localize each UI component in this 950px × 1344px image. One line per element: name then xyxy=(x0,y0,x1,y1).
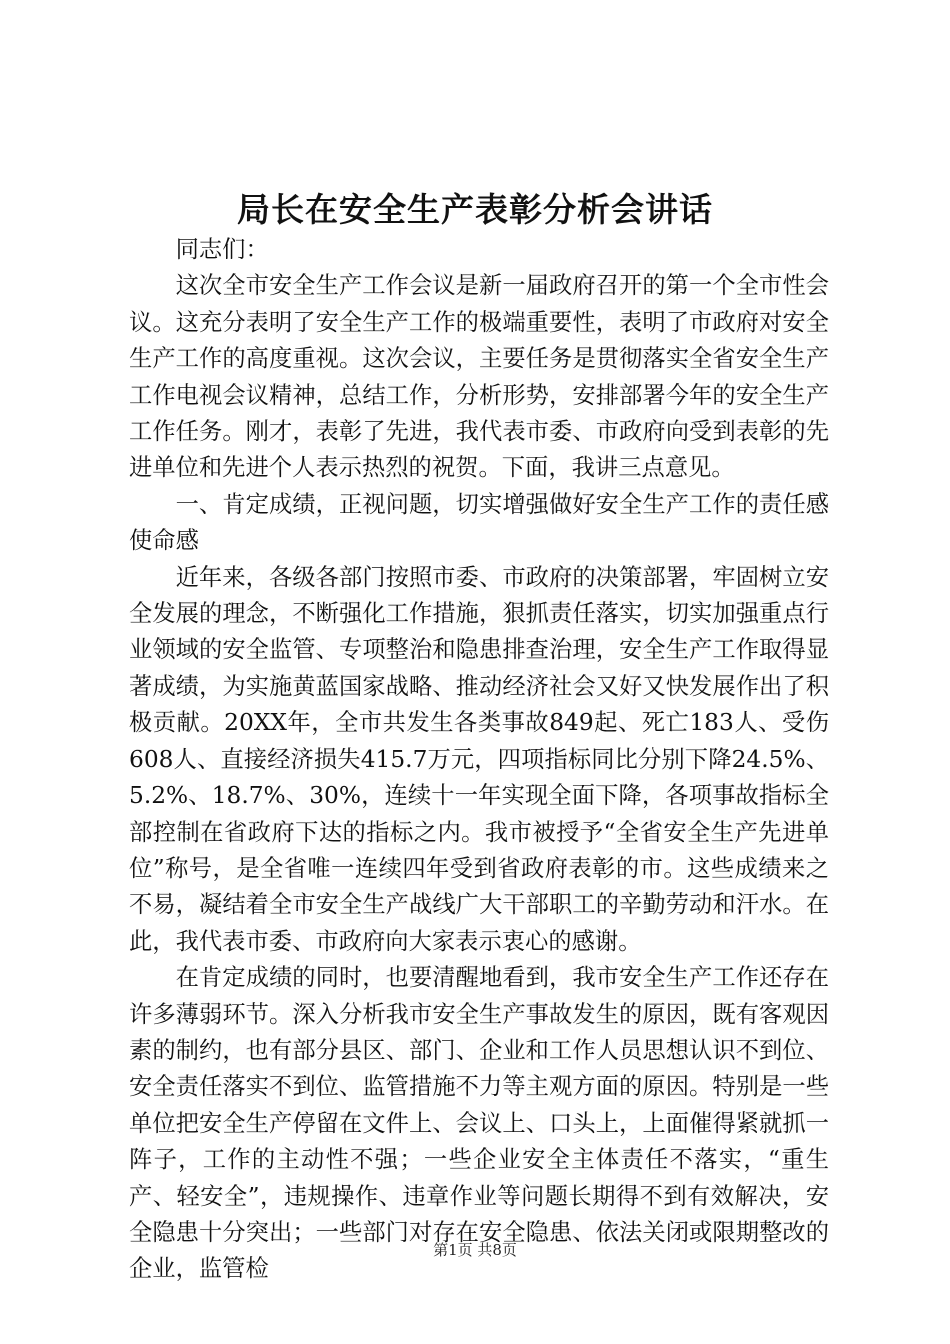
salutation: 同志们： xyxy=(175,236,269,263)
document-title: 局长在安全生产表彰分析会讲话 xyxy=(237,190,713,229)
section-heading: 一、肯定成绩，正视问题，切实增强做好安全生产工作的责任感使命感 xyxy=(129,490,829,555)
paragraph: 在肯定成绩的同时，也要清醒地看到，我市安全生产工作还存在许多薄弱环节。深入分析我市安全生产事故发生的原因，既有客观因素的制约，也有部分县区、部门、企业和工作人员思想认识不到位、安全责任落实不到位、监管措施不力等主观方面的原因。特别是一些单位把安全生产停留在文件上、会议上、口头上，上面催得紧就抓一阵子，工作的主动性不强；一些企业安全主体责任不落实，“重生产、轻安全”，违规操作、违章作业等问题长期得不到有效解决，安全隐患十分突出；一些部门对存在安全隐患、依法关闭或限期整改的企业，监管检 xyxy=(129,964,829,1283)
paragraph: 近年来，各级各部门按照市委、市政府的决策部署，牢固树立安全发展的理念，不断强化工作措施，狠抓责任落实，切实加强重点行业领域的安全监管、专项整治和隐患排查治理，安全生产工作取得显著成绩，为实施黄蓝国家战略、推动经济社会又好又快发展作出了积极贡献。20XX年，全市共发生各类事故849起、死亡183人、受伤608人、直接经济损失415.7万元，四项指标同比分别下降24.5%、5.2%、18.7%、30%，连续十一年实现全面下降，各项事故指标全部控制在省政府下达的指标之内。我市被授予“全省安全生产先进单位”称号，是全省唯一连续四年受到省政府表彰的市。这些成绩来之不易，凝结着全市安全生产战线广大干部职工的辛勤劳动和汗水。在此，我代表市委、市政府向大家表示衷心的感谢。 xyxy=(129,563,829,955)
page-number-footer: 第1页 共8页 xyxy=(433,1241,517,1259)
document-body xyxy=(129,232,829,1288)
paragraph: 这次全市安全生产工作会议是新一届政府召开的第一个全市性会议。这充分表明了安全生产工作的极端重要性，表明了市政府对安全生产工作的高度重视。这次会议，主要任务是贯彻落实全省安全生产工作电视会议精神，总结工作，分析形势，安排部署今年的安全生产工作任务。刚才，表彰了先进，我代表市委、市政府向受到表彰的先进单位和先进个人表示热烈的祝贺。下面，我讲三点意见。 xyxy=(129,272,829,482)
